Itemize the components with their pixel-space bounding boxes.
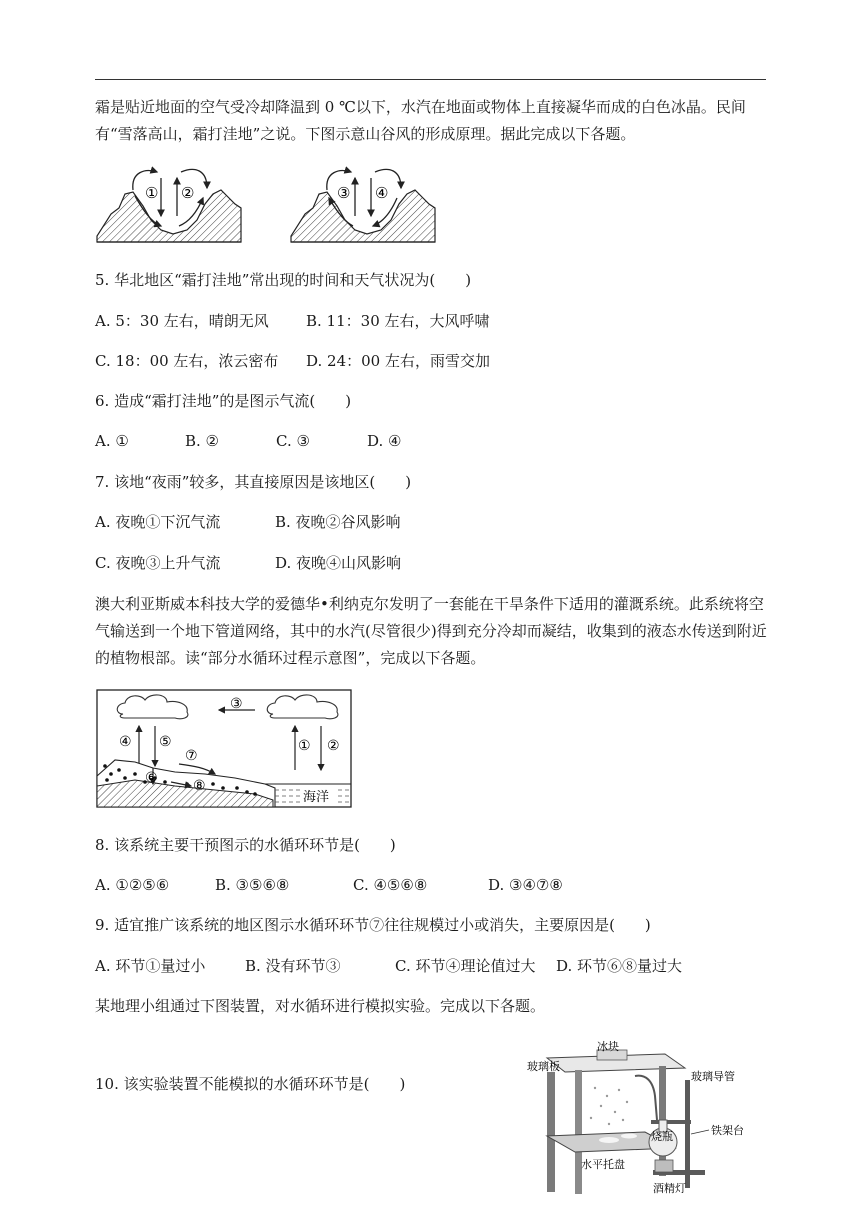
fig3-label-stand: 铁架台 <box>711 1124 744 1137</box>
question-9-option-a[interactable]: A. 环节①量过小 <box>95 957 206 975</box>
fig3-label-ice: 冰块 <box>597 1040 619 1053</box>
question-6-option-c[interactable]: C. ③ <box>276 432 310 450</box>
question-5-stem: 5. 华北地区“霜打洼地”常出现的时间和天气状况为( ) <box>95 271 472 289</box>
fig3-label-lamp: 酒精灯 <box>653 1182 686 1195</box>
fig3-label-tray: 水平托盘 <box>581 1158 625 1171</box>
question-6-option-b[interactable]: B. ② <box>185 432 220 450</box>
question-7-option-c[interactable]: C. 夜晚③上升气流 <box>95 554 221 572</box>
question-8-stem: 8. 该系统主要干预图示的水循环环节是( ) <box>95 836 396 854</box>
question-9-stem: 9. 适宜推广该系统的地区图示水循环环节⑦往往规模过小或消失，主要原因是( ) <box>95 916 651 934</box>
question-9-option-b[interactable]: B. 没有环节③ <box>245 957 341 975</box>
question-8-option-a[interactable]: A. ①②⑤⑥ <box>95 876 170 894</box>
question-8-option-c[interactable]: C. ④⑤⑥⑧ <box>353 876 428 894</box>
fig2-label-7: ⑦ <box>185 748 198 764</box>
intro-paragraph-experiment: 某地理小组通过下图装置，对水循环进行模拟实验。完成以下各题。 <box>95 997 546 1015</box>
intro-paragraph-frost: 霜是贴近地面的空气受冷却降温到 0 ℃以下，水汽在地面或物体上直接凝华而成的白色冰晶。民间有“雪落高山，霜打洼地”之说。下图示意山谷风的形成原理。据此完成以下各题。 <box>95 98 746 143</box>
question-7-option-a[interactable]: A. 夜晚①下沉气流 <box>95 513 221 531</box>
fig2-label-4: ④ <box>119 734 132 750</box>
intro-paragraph-irrigation: 澳大利亚斯威本科技大学的爱德华•利纳克尔发明了一套能在干旱条件下适用的灌溉系统。此系统将空气输送到一个地下管道网络，其中的水汽(尽管很少)得到充分冷却而凝结，收集到的液态水传送到附近的植物根部。读“部分水循环过程示意图”，完成以下各题。 <box>95 595 767 667</box>
question-6-option-d[interactable]: D. ④ <box>367 432 402 450</box>
experiment-apparatus-figure <box>525 1040 765 1196</box>
header-rule <box>95 79 766 80</box>
water-cycle-figure <box>95 688 355 810</box>
question-5-option-d[interactable]: D. 24：00 左右，雨雪交加 <box>306 352 490 370</box>
fig1-label-4: ④ <box>375 184 389 202</box>
fig1-label-1: ① <box>145 184 159 202</box>
fig3-label-flask: 烧瓶 <box>651 1130 673 1143</box>
question-5-option-a[interactable]: A. 5：30 左右，晴朗无风 <box>95 312 269 330</box>
fig3-label-tube: 玻璃导管 <box>691 1070 735 1083</box>
question-9-option-d[interactable]: D. 环节⑥⑧量过大 <box>556 957 683 975</box>
fig2-ocean-label: 海洋 <box>303 790 330 805</box>
question-10-stem: 10. 该实验装置不能模拟的水循环环节是( ) <box>95 1075 406 1093</box>
valley-wind-figure <box>95 164 445 246</box>
question-7-option-b[interactable]: B. 夜晚②谷风影响 <box>275 513 401 531</box>
question-7-option-d[interactable]: D. 夜晚④山风影响 <box>275 554 402 572</box>
question-5-option-b[interactable]: B. 11：30 左右，大风呼啸 <box>306 312 490 330</box>
fig2-label-1: ① <box>298 738 311 754</box>
question-7-stem: 7. 该地“夜雨”较多，其直接原因是该地区( ) <box>95 473 412 491</box>
fig1-label-3: ③ <box>337 184 351 202</box>
question-6-stem: 6. 造成“霜打洼地”的是图示气流( ) <box>95 392 352 410</box>
fig2-label-5: ⑤ <box>159 734 172 750</box>
question-6-option-a[interactable]: A. ① <box>95 432 129 450</box>
question-8-option-d[interactable]: D. ③④⑦⑧ <box>488 876 563 894</box>
fig2-label-6: ⑥ <box>145 770 158 786</box>
fig2-label-3: ③ <box>230 696 243 712</box>
question-5-option-c[interactable]: C. 18：00 左右，浓云密布 <box>95 352 279 370</box>
fig1-label-2: ② <box>181 184 195 202</box>
fig3-label-glass-plate: 玻璃板 <box>527 1060 560 1073</box>
fig2-label-8: ⑧ <box>193 778 206 794</box>
question-9-option-c[interactable]: C. 环节④理论值过大 <box>395 957 536 975</box>
fig2-label-2: ② <box>327 738 340 754</box>
question-8-option-b[interactable]: B. ③⑤⑥⑧ <box>215 876 290 894</box>
